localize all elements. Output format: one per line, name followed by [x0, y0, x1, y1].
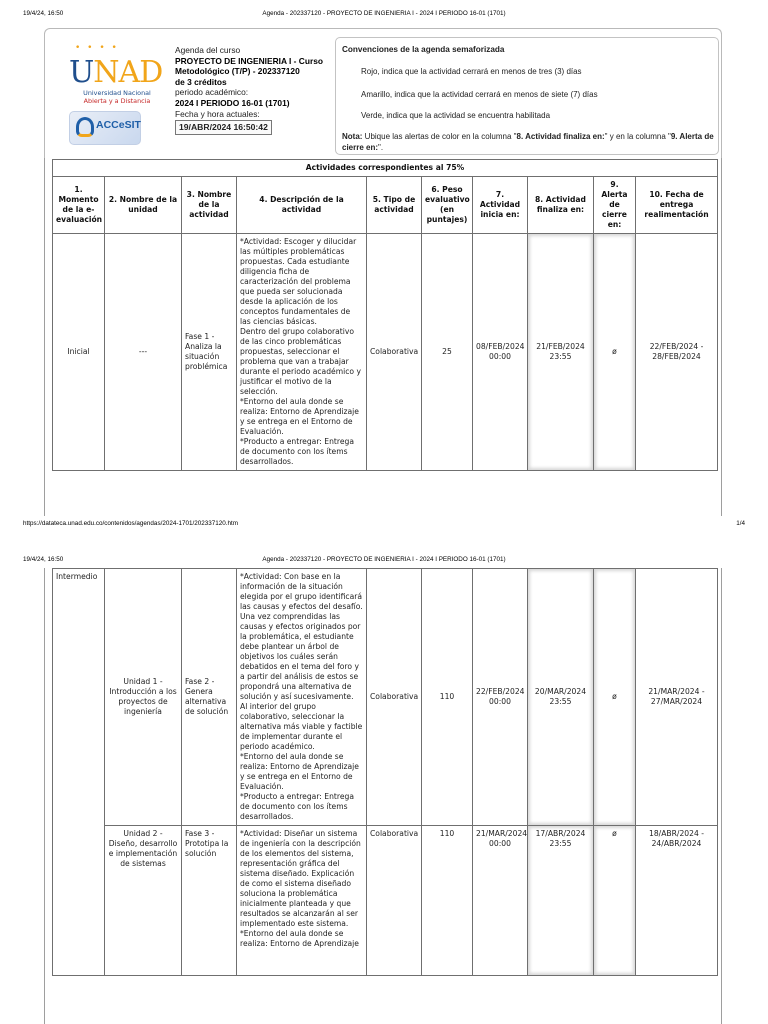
print-page-number: 1/4 — [736, 520, 745, 527]
agenda-header — [44, 28, 722, 158]
convention-red: Rojo, indica que la actividad cerrará en menos de tres (3) días — [361, 67, 582, 76]
header-unit: 2. Nombre de la unidad — [105, 177, 182, 234]
conventions-title: Convenciones de la agenda semaforizada — [342, 45, 505, 54]
header-end: 8. Actividad finaliza en: — [528, 177, 594, 234]
header-weight: 6. Peso evaluativo (en puntajes) — [422, 177, 473, 234]
note-col9: 9. Alerta de cierre en: — [342, 132, 714, 152]
cell-weight: 25 — [422, 234, 473, 471]
cell-moment: Inicial — [53, 234, 105, 471]
logo-subtitle-2: Abierta y a Distancia — [83, 97, 151, 105]
table-row — [53, 569, 718, 826]
cell-description: *Actividad: Diseñar un sistema de ingeniería con la descripción de los elementos del sistema, representación gráfica del sistema diseñado. Explicación de como el sistema diseñado soluciona la problemática inicialmente planteada y que resultados se alcanzarán al ser implementado este sistema. *Entorno del aula donde se realiza: Entorno de Aprendizaje — [237, 826, 367, 976]
header-feedback: 10. Fecha de entrega realimentación — [636, 177, 718, 234]
print-date-2: 19/4/24, 16:50 — [23, 556, 64, 563]
course-credits: de 3 créditos — [175, 76, 227, 87]
cell-unit: --- — [105, 234, 182, 471]
activities-table — [52, 159, 718, 471]
print-date: 19/4/24, 16:50 — [23, 10, 64, 17]
print-url[interactable]: https://datateca.unad.edu.co/contenidos/agendas/2024-1701/202337120.htm — [23, 520, 238, 527]
conventions-box — [335, 37, 719, 155]
note-text-2: " y en la columna " — [604, 132, 671, 141]
current-datetime: 19/ABR/2024 16:50:42 — [175, 120, 272, 135]
cell-feedback: 22/FEB/2024 - 28/FEB/2024 — [636, 234, 718, 471]
page-2 — [0, 568, 768, 1024]
datetime-label: Fecha y hora actuales: — [175, 108, 260, 119]
cell-alert: ø — [594, 569, 636, 826]
cell-start: 21/MAR/2024 00:00 — [473, 826, 528, 976]
accesit-logo — [69, 111, 141, 145]
cell-type: Colaborativa — [367, 234, 422, 471]
cell-weight: 110 — [422, 569, 473, 826]
table-row — [53, 234, 718, 471]
cell-unit: Unidad 2 - Diseño, desarrollo e implementación de sistemas — [105, 826, 182, 976]
note-text-1: Ubique las alertas de color en la columna " — [362, 132, 517, 141]
note-col8: 8. Actividad finaliza en: — [516, 132, 605, 141]
activities-table-continued — [52, 568, 718, 976]
cell-activity: Fase 3 - Prototipa la solución — [182, 826, 237, 976]
table-row — [53, 826, 718, 976]
cell-activity: Fase 1 - Analiza la situación problémica — [182, 234, 237, 471]
cell-end: 17/ABR/2024 23:55 — [528, 826, 594, 976]
note-text-3: ". — [378, 143, 384, 152]
accesit-text: ACCeSIT — [96, 119, 141, 131]
header-activity: 3. Nombre de la actividad — [182, 177, 237, 234]
course-label: Agenda del curso — [175, 45, 241, 55]
period-value: 2024 I PERIODO 16-01 (1701) — [175, 97, 290, 108]
cell-activity: Fase 2 - Genera alternativa de solución — [182, 569, 237, 826]
period-label: periodo académico: — [175, 87, 249, 98]
cell-description: *Actividad: Escoger y dilucidar las múltiples problemáticas propuestas. Cada estudiante diligencia ficha de caracterización del problema que pueda ser solucionada desde la aplicación de los conceptos fundamentales de las ciencias básicas. Dentro del grupo colaborativo de las cinco problemáticas propuestas, seleccionar el problema que van a trabajar durante el periodo académico y justificar el motivo de la selección. *Entorno del aula donde se realiza: Entorno de Aprendizaje y se entrega en el Entorno de Evaluación. *Producto a entregar: Entrega de documento con los ítems desarrollados. — [237, 234, 367, 471]
conventions-note — [342, 131, 714, 153]
cell-type: Colaborativa — [367, 826, 422, 976]
course-name: PROYECTO DE INGENIERIA I - Curso Metodológico (T/P) - 202337120 — [175, 55, 323, 77]
cell-alert: ø — [594, 826, 636, 976]
cell-weight: 110 — [422, 826, 473, 976]
cell-description: *Actividad: Con base en la información de la situación elegida por el grupo identificará las causas y efectos del desafío. Una vez comprendidas las causas y efectos originados por la problemática, el estudiante debe plantear un árbol de objetivos los cuáles serán debatidos en el tema del foro y a partir del análisis de estos se propondrá una alternativa de solución y así sucesivamente. Al interior del grupo colaborativo, seleccionar la alternativa más viable y factible de implementar durante el periodo académico. *Entorno del aula donde se realiza: Entorno de Aprendizaje y se entrega en el Entorno de Evaluación. *Producto a entregar: Entrega de documento con los ítems desarrollados. — [237, 569, 367, 826]
logo-dots-icon: • • • • — [75, 43, 119, 53]
accesit-mark-icon — [76, 117, 94, 137]
print-title-2: Agenda - 202337120 - PROYECTO DE INGENIERIA I - 2024 I PERIODO 16-01 (1701) — [262, 556, 506, 563]
cell-type: Colaborativa — [367, 569, 422, 826]
cell-unit: Unidad 1 - Introducción a los proyectos de ingeniería — [105, 569, 182, 826]
cell-feedback: 21/MAR/2024 - 27/MAR/2024 — [636, 569, 718, 826]
cell-start: 22/FEB/2024 00:00 — [473, 569, 528, 826]
header-start: 7. Actividad inicia en: — [473, 177, 528, 234]
unad-logo: UNAD — [69, 55, 163, 90]
print-title: Agenda - 202337120 - PROYECTO DE INGENIERIA I - 2024 I PERIODO 16-01 (1701) — [262, 10, 506, 17]
cell-start: 08/FEB/2024 00:00 — [473, 234, 528, 471]
header-description: 4. Descripción de la actividad — [237, 177, 367, 234]
table-header-row — [53, 177, 718, 234]
note-label: Nota: — [342, 132, 363, 141]
course-info — [175, 45, 335, 135]
convention-green: Verde, indica que la actividad se encuentra habilitada — [361, 111, 551, 120]
table-caption: Actividades correspondientes al 75% — [53, 160, 718, 177]
cell-feedback: 18/ABR/2024 - 24/ABR/2024 — [636, 826, 718, 976]
logo-subtitle-1: Universidad Nacional — [83, 89, 151, 97]
header-type: 5. Tipo de actividad — [367, 177, 422, 234]
cell-end: 21/FEB/2024 23:55 — [528, 234, 594, 471]
table-caption-row — [53, 160, 718, 177]
header-alert: 9. Alerta de cierre en: — [594, 177, 636, 234]
header-moment: 1. Momento de la e-evaluación — [53, 177, 105, 234]
cell-alert: ø — [594, 234, 636, 471]
convention-yellow: Amarillo, indica que la actividad cerrará en menos de siete (7) días — [361, 90, 598, 99]
cell-end: 20/MAR/2024 23:55 — [528, 569, 594, 826]
cell-moment: Intermedio — [53, 569, 105, 976]
